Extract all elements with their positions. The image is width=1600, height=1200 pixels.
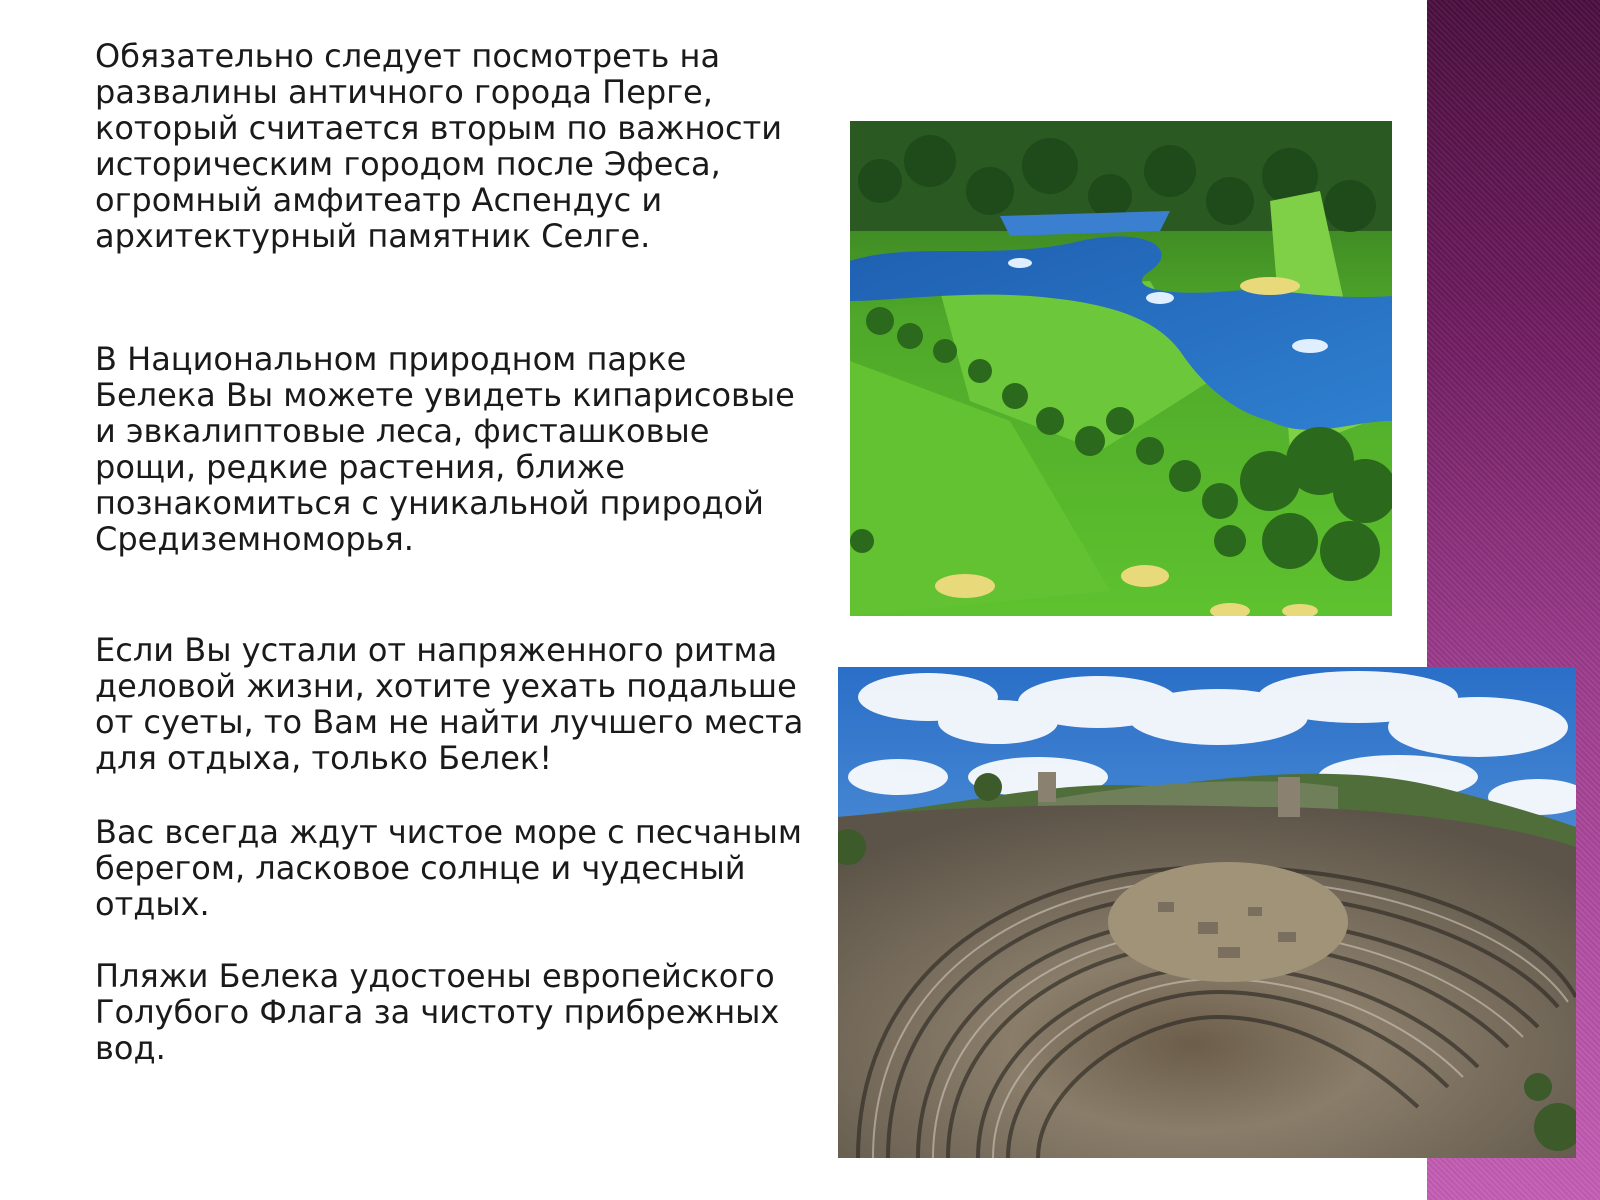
paragraph-perge-ruins: Обязательно следует посмотреть на развалины античного города Перге, который считается вторым по важности историческим городом после Эфеса, огромный амфитеатр Аспендус и архитектурный памятник Селге. [95,37,783,255]
paragraph-sea-sun: Вас всегда ждут чистое море с песчаным берегом, ласковое солнце и чудесный отдых. [95,813,802,923]
ancient-theatre-photo [838,667,1576,1158]
paragraph-rest-belek: Если Вы устали от напряженного ритма деловой жизни, хотите уехать подальше от суеты, то Вам не найти лучшего места для отдыха, только Белек! [95,631,804,777]
paragraph-national-park: В Национальном природном парке Белека Вы можете увидеть кипарисовые и эвкалиптовые леса, фисташковые рощи, редкие растения, ближе познакомиться с уникальной природой Средиземноморья. [95,340,795,558]
golf-course-lake-photo [850,121,1392,616]
paragraph-blue-flag: Пляжи Белека удостоены европейского Голубого Флага за чистоту прибрежных вод. [95,957,780,1067]
